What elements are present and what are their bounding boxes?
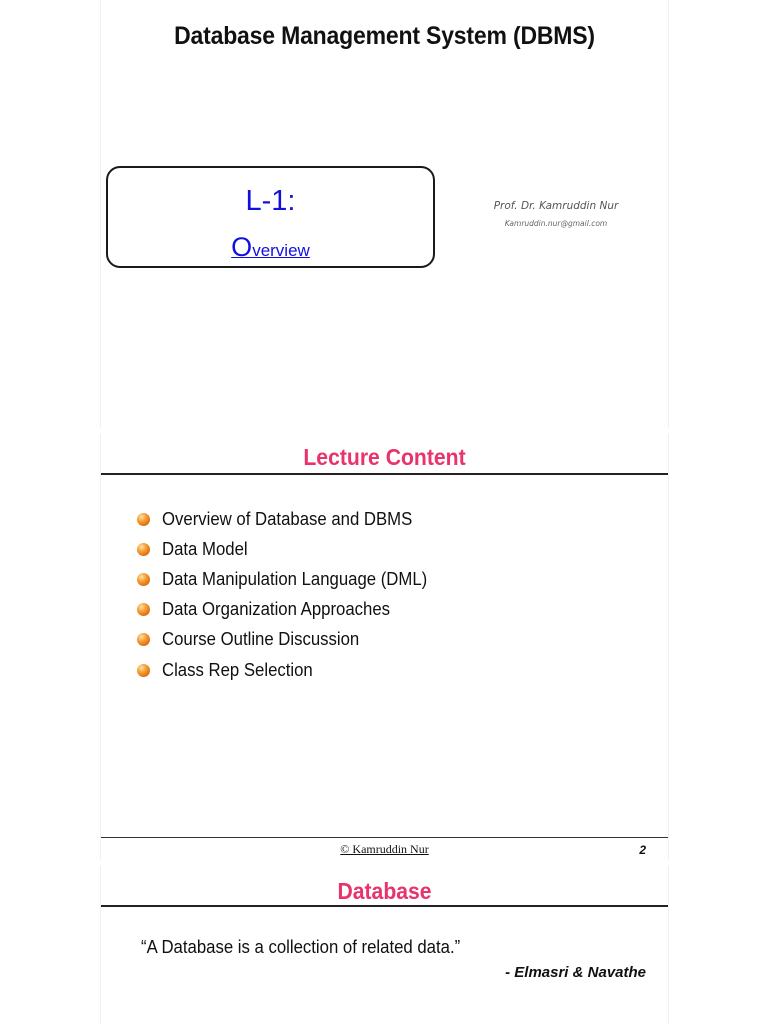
list-item: [137, 595, 447, 625]
orange-ball-bullet-icon: [137, 664, 150, 677]
subtitle-initial: O: [231, 232, 253, 262]
orange-ball-bullet-icon: [137, 543, 150, 556]
list-item: [137, 534, 447, 564]
lecture-title-box: [106, 166, 435, 268]
heading-divider: [101, 905, 668, 907]
list-item: [137, 655, 447, 685]
list-item: [137, 625, 447, 655]
quote-attribution: - Elmasri & Navathe: [505, 964, 646, 981]
author-name: Prof. Dr. Kamruddin Nur: [493, 200, 619, 212]
page-number: 2: [639, 843, 646, 857]
orange-ball-bullet-icon: [137, 513, 150, 526]
copyright-text: © Kamruddin Nur: [340, 842, 429, 856]
lecture-content-slide: [100, 434, 669, 860]
list-item: [137, 504, 447, 534]
bullet-list: [137, 504, 447, 685]
list-item-text: Class Rep Selection: [162, 659, 313, 680]
orange-ball-bullet-icon: [137, 603, 150, 616]
list-item: [137, 564, 447, 594]
subtitle-rest: verview: [252, 241, 310, 260]
author-email: Kamruddin.nur@gmail.com: [504, 219, 608, 228]
database-slide: [100, 866, 669, 1024]
slide-heading: Lecture Content: [303, 444, 466, 470]
heading-divider: [101, 473, 668, 475]
footer-divider: [101, 837, 668, 838]
slide-heading: Database: [337, 878, 432, 904]
title-slide: [100, 0, 669, 428]
lecture-subtitle-link[interactable]: [108, 232, 433, 263]
list-item-text: Course Outline Discussion: [162, 629, 360, 650]
orange-ball-bullet-icon: [137, 573, 150, 586]
list-item-text: Data Model: [162, 538, 248, 559]
list-item-text: Data Organization Approaches: [162, 599, 390, 620]
orange-ball-bullet-icon: [137, 633, 150, 646]
definition-quote: “A Database is a collection of related data.”: [141, 937, 461, 957]
lecture-code: L-1:: [245, 185, 296, 217]
footer-copyright: [101, 842, 668, 857]
list-item-text: Data Manipulation Language (DML): [162, 568, 428, 589]
course-title: Database Management System (DBMS): [174, 22, 595, 50]
list-item-text: Overview of Database and DBMS: [162, 508, 413, 529]
